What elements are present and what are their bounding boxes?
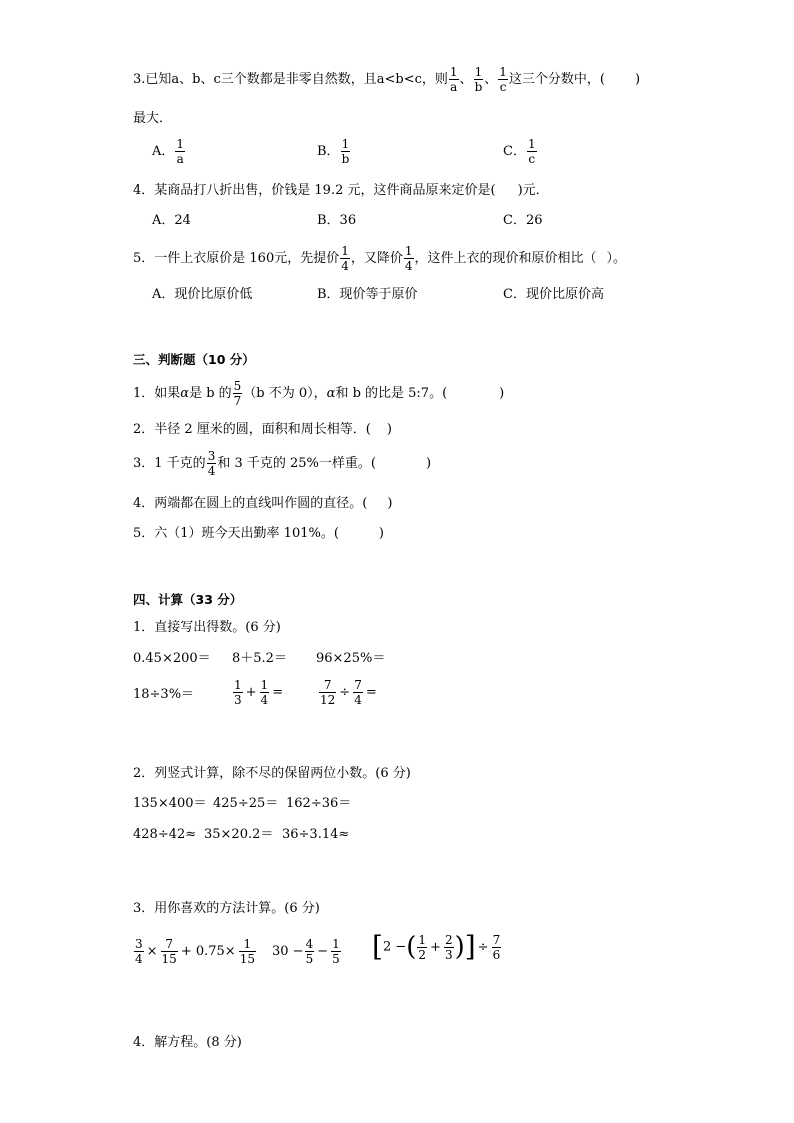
option-b[interactable]: B． $\frac{1}{b}$ <box>317 137 350 166</box>
calc-item: 96×25%＝ <box>316 651 386 666</box>
calc-item: 428÷42≈ <box>133 827 197 842</box>
option-b[interactable]: B．现价等于原价 <box>317 287 418 302</box>
calc-expression-2: 30 − $\frac{4}{5}$ − $\frac{1}{5}$ <box>272 937 340 966</box>
option-b[interactable]: B．36 <box>317 213 357 228</box>
fraction-one-quarter: $\frac{1}{4}$ <box>404 244 413 273</box>
question-2-4: 4．某商品打八折出售，价钱是 19.2 元，这件商品原来定价是( )元． <box>133 183 549 198</box>
fraction-three-quarters: $\frac{3}{4}$ <box>207 449 216 478</box>
calc-item: 425÷25＝ <box>213 796 279 811</box>
calc-part-1-title: 1．直接写出得数。(6 分) <box>133 620 281 635</box>
option-c[interactable]: C．26 <box>503 213 543 228</box>
fraction-1-over-a: $\frac{1}{a}$ <box>449 65 458 94</box>
calc-item-fraction-sum: $\frac{1}{3}$ + $\frac{1}{4}$ = <box>234 678 284 707</box>
option-a[interactable]: A．24 <box>152 213 191 228</box>
calc-expression-1: $\frac{3}{4}$ × $\frac{7}{15}$ + 0.75× $\frac{1}{15}$ <box>135 937 255 966</box>
question-2-5: 5．一件上衣原价是 160元，先提价 $\frac{1}{4}$ ，又降价 $\frac{1}{4}$ ，这件上衣的现价和原价相比（ ）。 <box>133 244 627 273</box>
fraction-1-over-b: $\frac{1}{b}$ <box>474 65 483 94</box>
calc-part-3-title: 3．用你喜欢的方法计算。(6 分) <box>133 901 320 916</box>
calc-item: 18÷3%＝ <box>133 687 195 702</box>
calc-part-2-title: 2．列竖式计算，除不尽的保留两位小数。(6 分) <box>133 766 411 781</box>
option-c[interactable]: C． $\frac{1}{c}$ <box>503 137 536 166</box>
question-2-3: 3.已知a、b、c三个数都是非零自然数，且a<b<c，则 $\frac{1}{a}$ 、 $\frac{1}{b}$ 、 $\frac{1}{c}$ 这三个分数中，( ) <box>133 65 641 94</box>
judgement-5: 5．六（1）班今天出勤率 101%。( ) <box>133 526 384 541</box>
option-a[interactable]: A．现价比原价低 <box>152 287 253 302</box>
judgement-4: 4．两端都在圆上的直线叫作圆的直径。( ) <box>133 496 393 511</box>
calc-item-fraction-divide: $\frac{7}{12}$ ÷ $\frac{7}{4}$ = <box>320 678 377 707</box>
calc-item: 162÷36＝ <box>286 796 352 811</box>
calc-item: 0.45×200＝ <box>133 651 211 666</box>
option-a[interactable]: A． $\frac{1}{a}$ <box>152 137 185 166</box>
fraction-one-quarter: $\frac{1}{4}$ <box>341 244 349 273</box>
section-title-calculation: 四、计算（33 分） <box>133 592 243 607</box>
calc-item: 36÷3.14≈ <box>282 827 350 842</box>
calc-expression-3: [2 −( $\frac{1}{2}$ + $\frac{2}{3}$ )] ÷ $\frac{7}{6}$ <box>372 930 501 963</box>
judgement-3: 3．1 千克的 $\frac{3}{4}$ 和 3 千克的 25%一样重。( ) <box>133 449 432 478</box>
fraction-five-sevenths: $\frac{5}{7}$ <box>233 379 242 408</box>
calc-item: 35×20.2＝ <box>204 827 274 842</box>
fraction-1-over-c: $\frac{1}{c}$ <box>499 65 507 94</box>
judgement-2: 2．半径 2 厘米的圆，面积和周长相等．( ) <box>133 422 392 437</box>
question-2-3-continued: 最大． <box>133 111 173 126</box>
calc-item: 135×400＝ <box>133 796 207 811</box>
calc-part-4-title: 4．解方程。(8 分) <box>133 1035 242 1050</box>
section-title-judgement: 三、判断题（10 分） <box>133 352 255 367</box>
option-c[interactable]: C．现价比原价高 <box>503 287 604 302</box>
judgement-1: 1．如果α是 b 的 $\frac{5}{7}$ （b 不为 0），α和 b 的比是 5:7。( ) <box>133 379 505 408</box>
calc-item: 8＋5.2＝ <box>232 651 287 666</box>
